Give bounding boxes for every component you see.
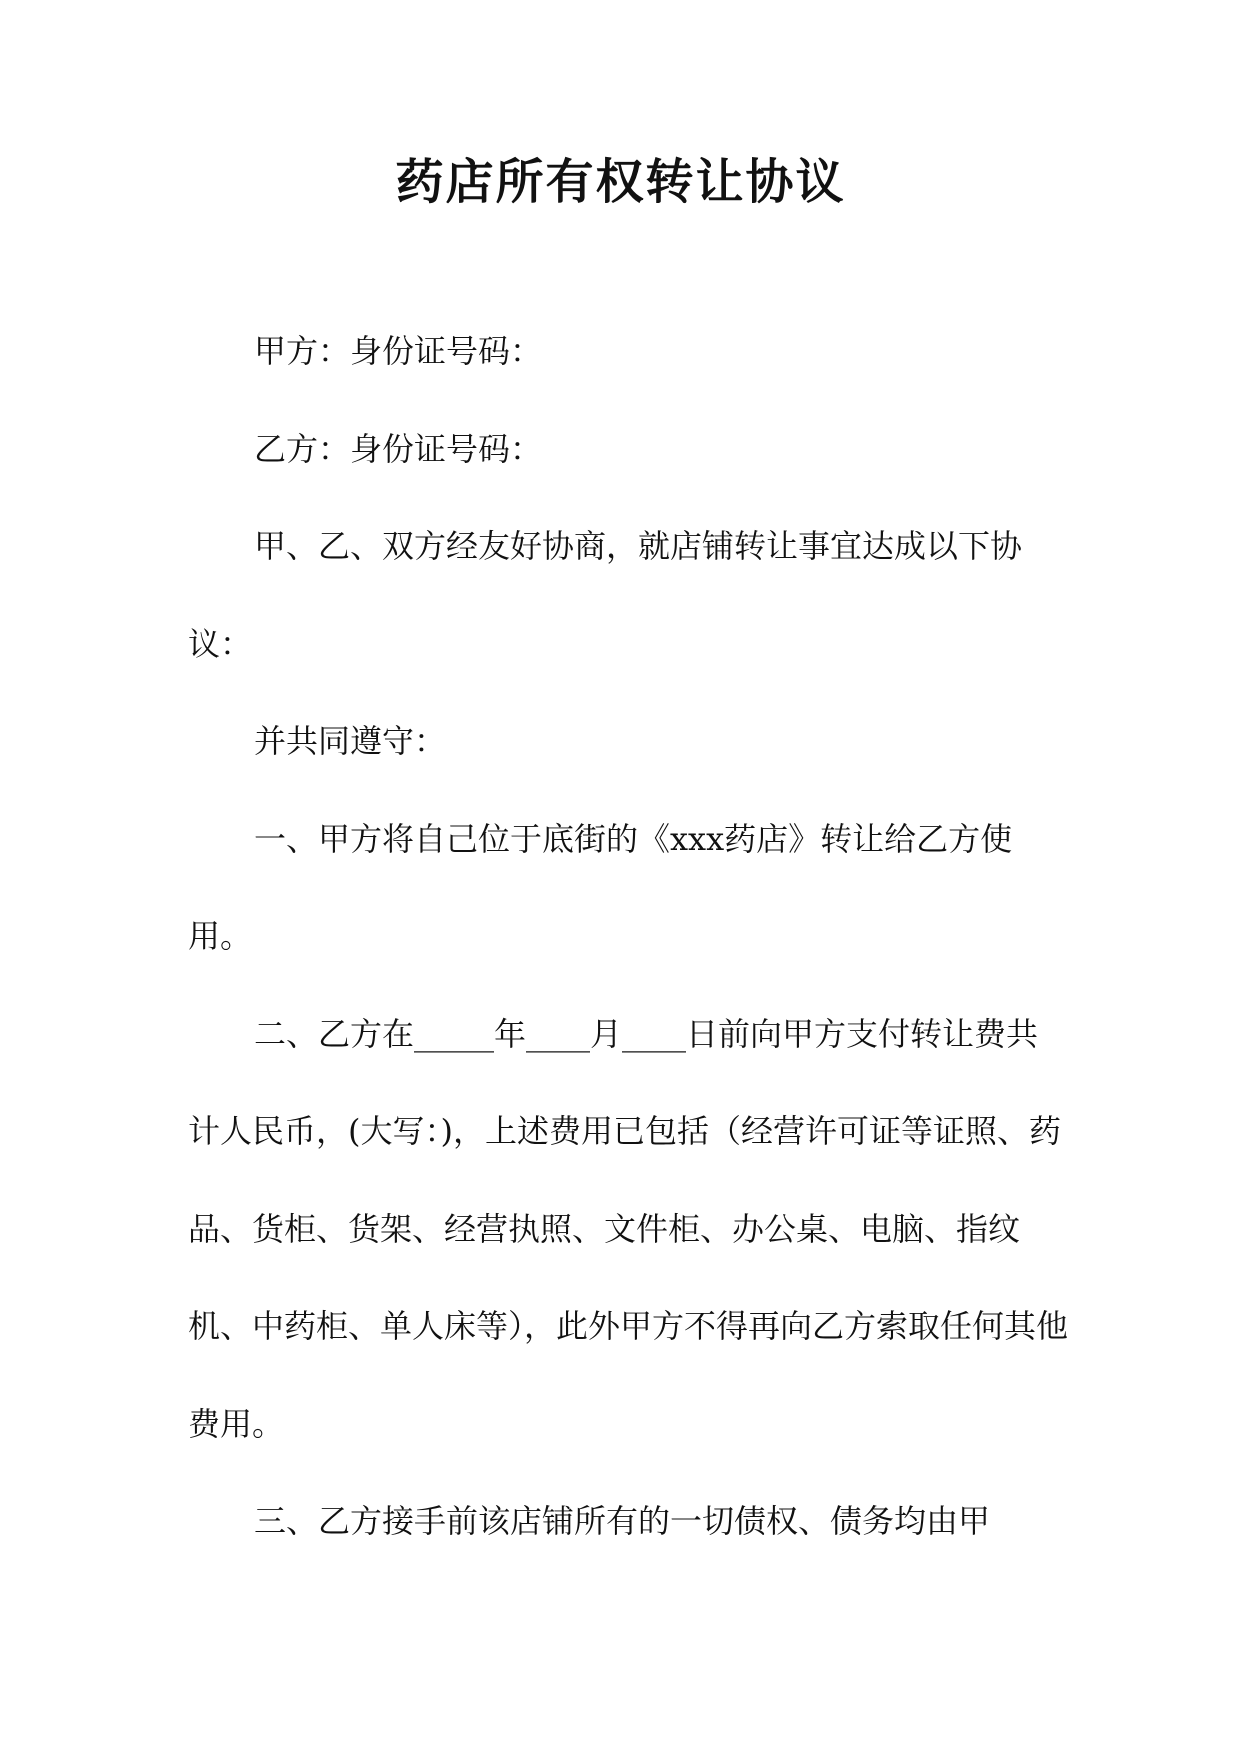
document-body xyxy=(188,303,1068,1571)
compliance-line: 并共同遵守： xyxy=(254,722,447,760)
document-title: 药店所有权转让协议 xyxy=(395,154,846,210)
clause-1: 一、甲方将自己位于底街的《xxx药店》转让给乙方使用。 xyxy=(188,819,1013,955)
clause-2: 二、乙方在_____年____月____日前向甲方支付转让费共计人民币，(大写：)，上述费用已包括（经营许可证等证照、药品、货柜、货架、经营执照、文件柜、办公桌、电脑、指纹机、中药柜、单人床等），此外甲方不得再向乙方索取任何其他费用。 xyxy=(188,1014,1069,1443)
party-a-line: 甲方：身份证号码： xyxy=(254,332,543,370)
clause-3: 三、乙方接手前该店铺所有的一切债权、债务均由甲 xyxy=(254,1502,991,1540)
party-b-line: 乙方：身份证号码： xyxy=(254,429,543,468)
intro-paragraph: 甲、乙、双方经友好协商，就店铺转让事宜达成以下协议： xyxy=(188,527,1023,663)
